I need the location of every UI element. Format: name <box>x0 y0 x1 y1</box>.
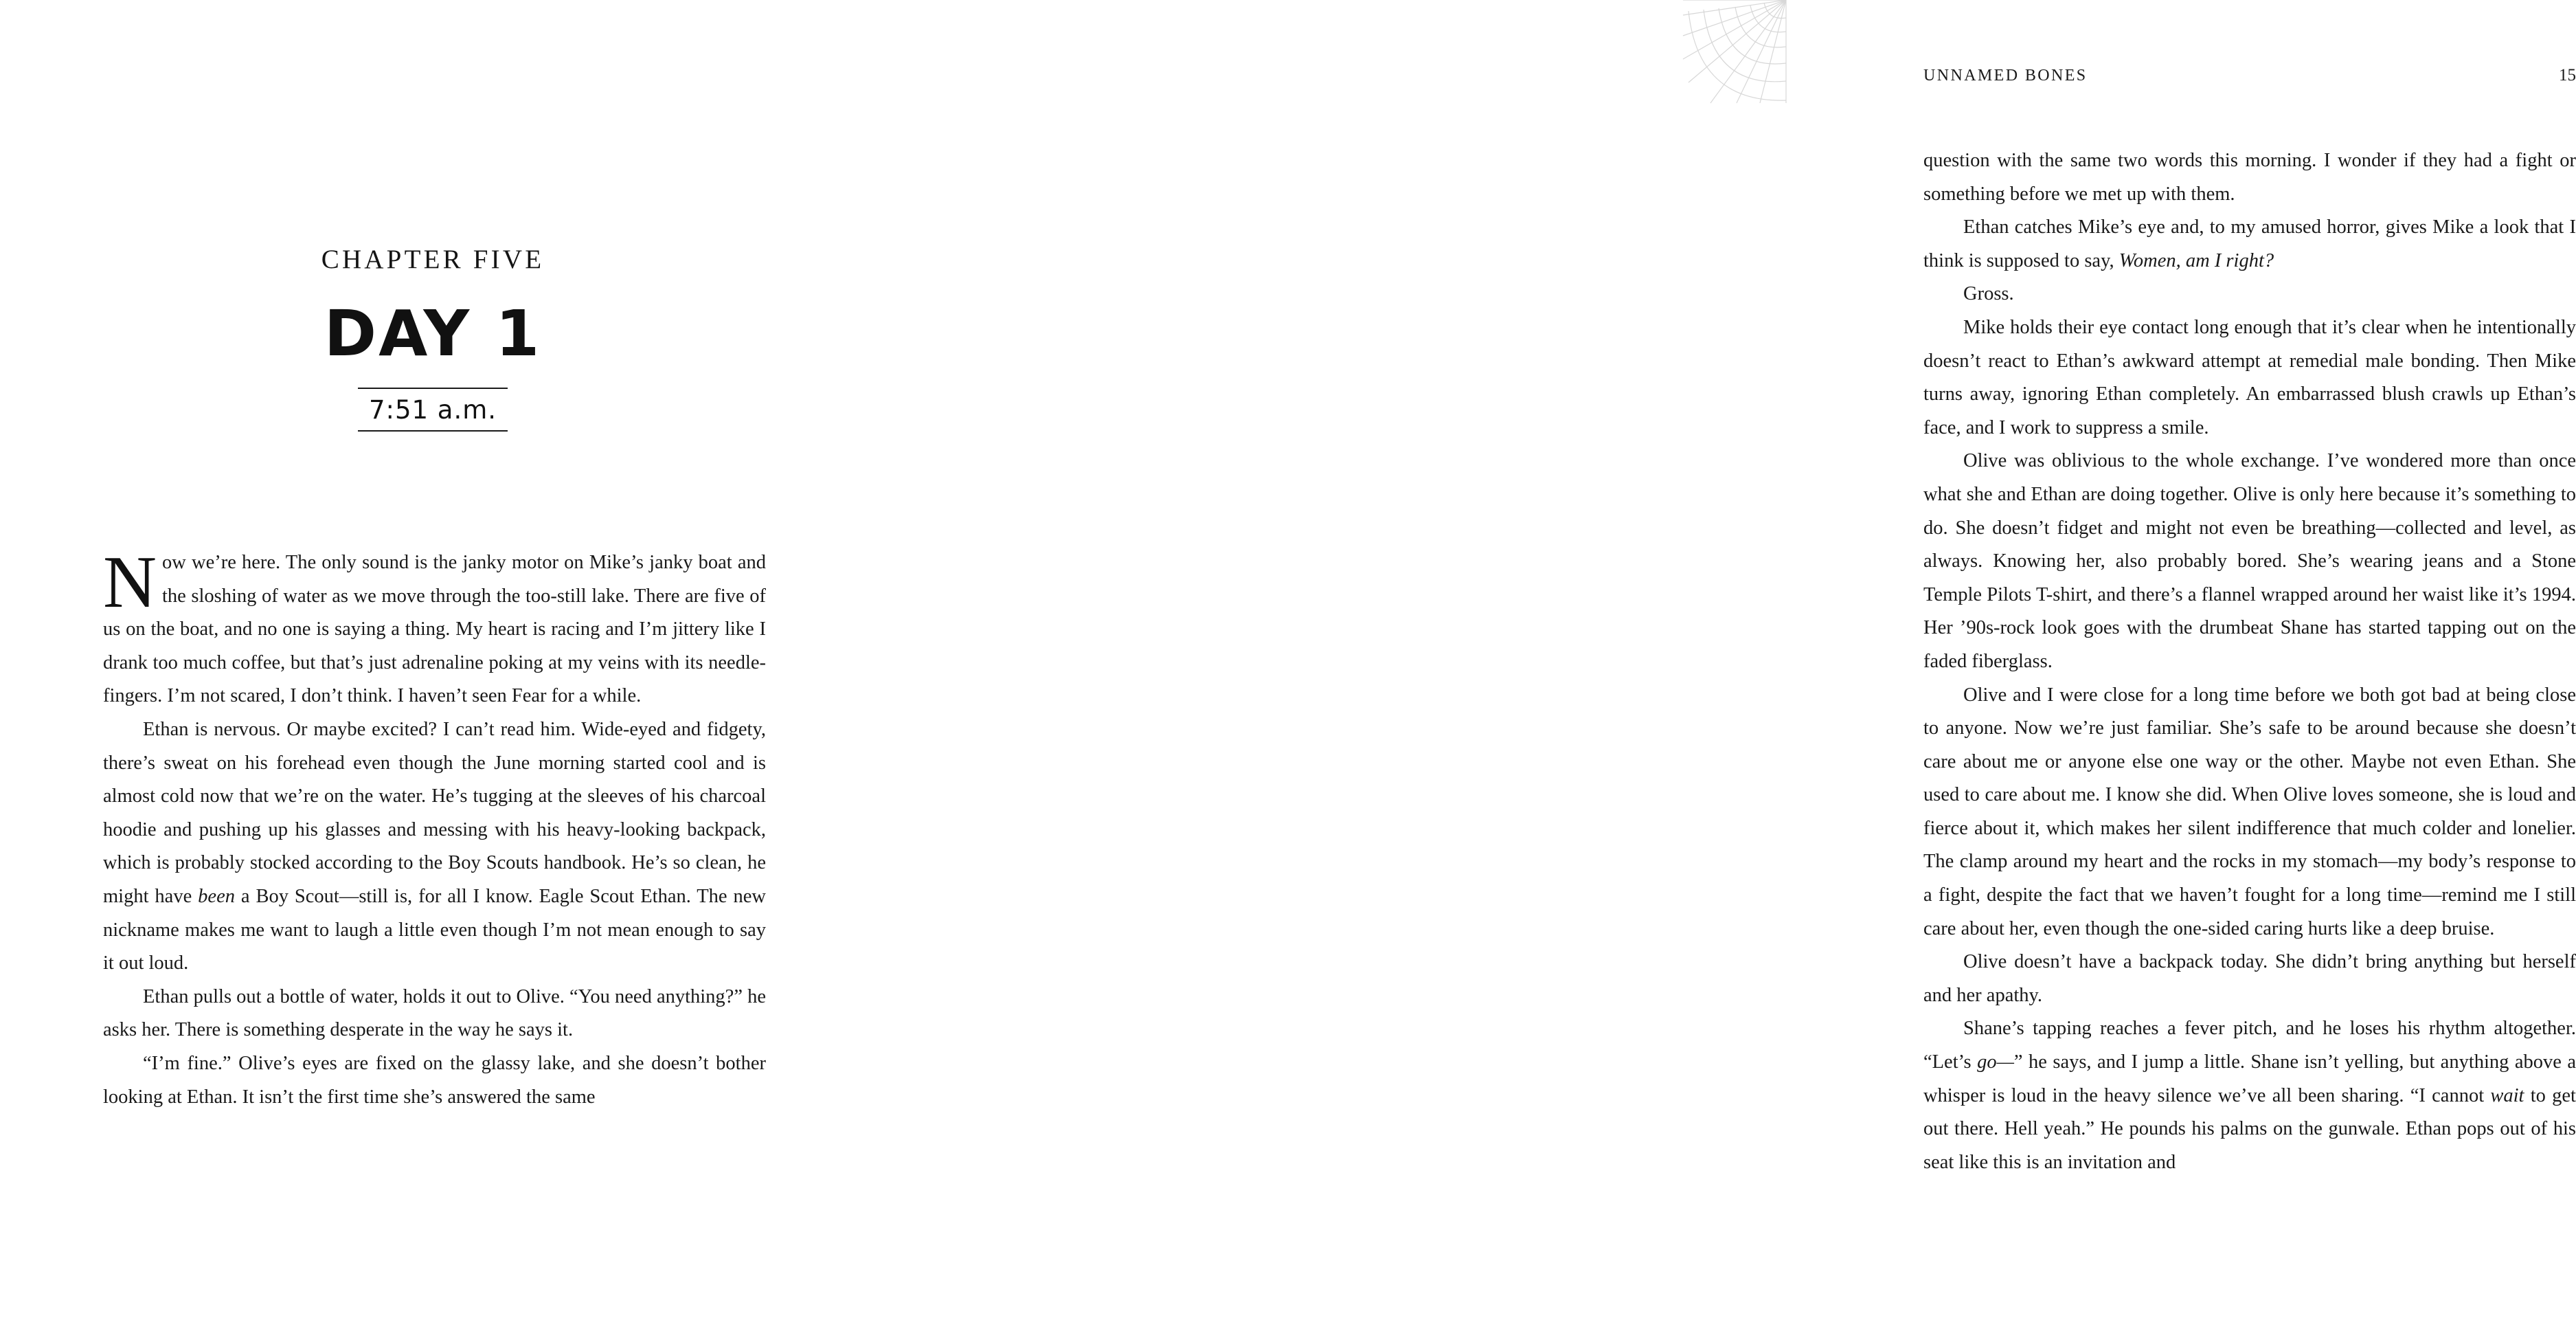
left-page <box>0 0 893 1340</box>
chapter-opener <box>103 244 762 432</box>
paragraph: “I’m fine.” Olive’s eyes are fixed on the glassy lake, and she doesn’t bother looking at Ethan. It isn’t the first time she’s answered the same <box>103 1052 766 1108</box>
paragraph <box>1923 211 2576 278</box>
running-head <box>1923 66 2576 85</box>
paragraph <box>103 541 766 713</box>
right-body-text <box>1923 144 2576 1179</box>
paragraph: question with the same two words this morning. I wonder if they had a fight or something before we met up with them. <box>1923 150 2576 205</box>
paragraph: Olive doesn’t have a backpack today. She didn’t bring anything but herself and her apathy. <box>1923 951 2576 1006</box>
paragraph: Mike holds their eye contact long enough that it’s clear when he intentionally doesn’t react to Ethan’s awkward attempt at remedial male bonding. Then Mike turns away, ignoring Ethan completely. An embarrassed blush crawls up Ethan’s face, and I work to suppress a smile. <box>1923 316 2576 438</box>
paragraph-text: Ethan catches Mike’s eye and, to my amused horror, gives Mike a look that I think is supposed to say, Women, am I right? <box>1923 216 2576 271</box>
paragraph: Olive was oblivious to the whole exchange. I’ve wondered more than once what she and Ethan are doing together. Olive is only here because it’s something to do. She doesn’t fidget and might not even be breathing—collected and level, as always. Knowing her, also probably bored. She’s wearing jeans and a Stone Temple Pilots T-shirt, and there’s a flannel wrapped around her waist like it’s 1994. Her ’90s-rock look goes with the drumbeat Shane has started tapping out on the faded fiberglass. <box>1923 450 2576 672</box>
chapter-number: CHAPTER FIVE <box>321 245 545 274</box>
paragraph: Olive and I were close for a long time before we both got bad at being close to anyone. Now we’re just familiar. She’s safe to be around because she doesn’t care about me or anyone else one way or the other. Maybe not even Ethan. She used to care about me. I know she did. When Olive loves someone, she is loud and fierce about it, which makes her silent indifference that much colder and lonelier. The clamp around my heart and the rocks in my stomach—my body’s response to a fight, despite the fact that we haven’t fought for a long time—remind me I still care about her, even though the one-sided caring hurts like a deep bruise. <box>1923 684 2576 939</box>
rule-bottom <box>358 430 508 432</box>
chapter-title: DAY 1 <box>324 297 542 370</box>
paragraph: Ethan is nervous. Or maybe excited? I can’t read him. Wide-eyed and fidgety, there’s sweat on his forehead even though the June morning started cool and is almost cold now that we’re on the water. He’s tugging at the sleeves of his charcoal hoodie and pushing up his glasses and messing with his heavy-looking backpack, which is probably stocked according to the Boy Scouts handbook. He’s so clean, he might have been a Boy Scout—still is, for all I know. Eagle Scout Ethan. The new nickname makes me want to laugh a little even though I’m not mean enough to say it out loud. <box>103 718 766 974</box>
running-head-title: UNNAMED BONES <box>1923 67 2088 85</box>
right-page <box>893 0 2576 1340</box>
paragraph-text: Shane’s tapping reaches a fever pitch, and he loses his rhythm altogether. “Let’s go—” he says, and I jump a little. Shane isn’t yelling, but anything above a whisper is loud in the heavy silence we’ve all been sharing. “I cannot wait to get out there. Hell yeah.” He pounds his palms on the gunwale. Ethan pops out of his seat like this is an invitation and <box>1923 1018 2576 1173</box>
chapter-time: 7:51 a.m. <box>368 395 497 425</box>
page-number: 15 <box>2559 66 2576 85</box>
paragraph: Ethan pulls out a bottle of water, holds it out to Olive. “You need anything?” he asks her. There is something desperate in the way he says it. <box>103 985 767 1041</box>
paragraph-text: ow we’re here. The only sound is the janky motor on Mike’s janky boat and the sloshing of water as we move through the too-still lake. There are five of us on the boat, and no one is saying a thing. My heart is racing and I’m jittery like I drank too much coffee, but that’s just adrenaline poking at my veins with its needle-fingers. I’m not scared, I don’t think. I haven’t seen Fear for a while. <box>103 552 766 707</box>
left-body-text <box>103 541 767 1114</box>
chapter-time-block <box>358 388 508 432</box>
paragraph: Gross. <box>1963 283 2014 305</box>
paragraph <box>1923 1012 2576 1179</box>
drop-cap: N <box>103 541 157 623</box>
cobweb-icon <box>1683 0 1786 103</box>
